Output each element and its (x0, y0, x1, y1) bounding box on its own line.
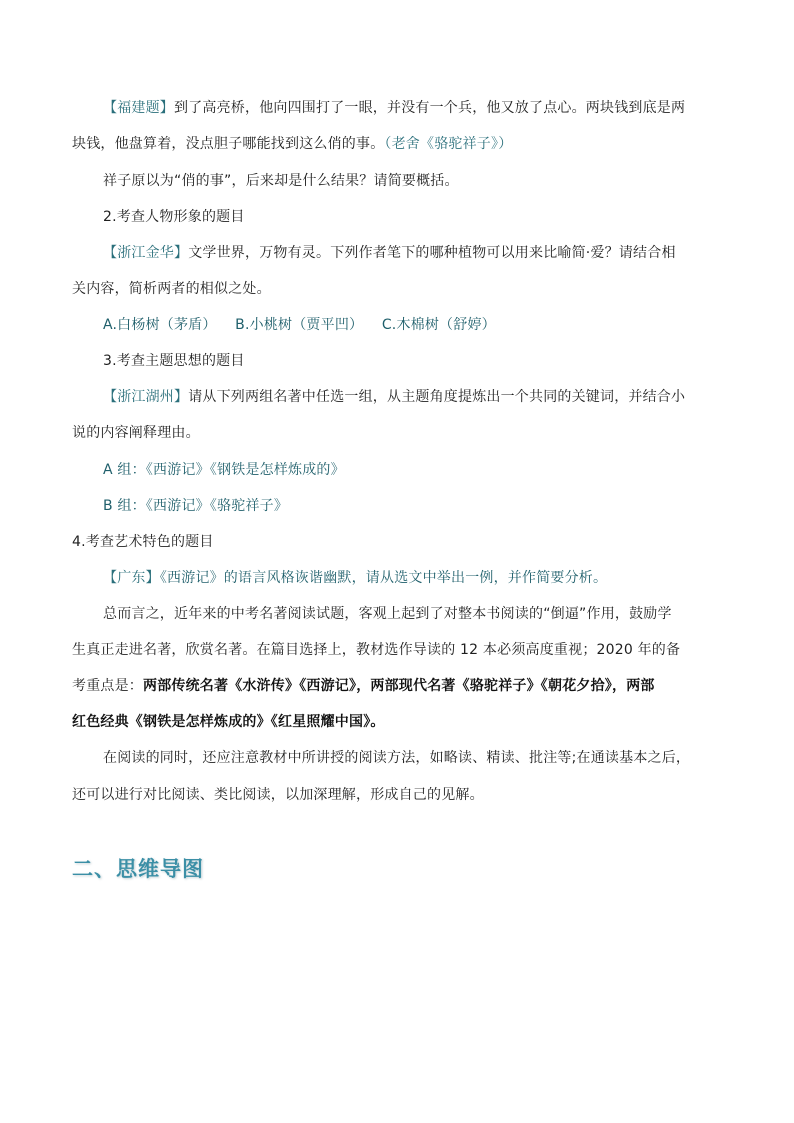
source-tag-fujian: 【福建题】 (103, 100, 174, 116)
paragraph-guangdong (103, 568, 607, 588)
group-b: B 组：《西游记》《骆驼祥子》 (103, 498, 289, 514)
citation-source: （老舍《骆驼祥子》） (384, 136, 513, 152)
summary-line3 (72, 676, 655, 696)
group-a: A 组：《西游记》《钢铁是怎样炼成的》 (103, 462, 345, 478)
summary-line1: 总而言之，近年来的中考名著阅读试题，客观上起到了对整本书阅读的“倒逼”作用，鼓励学 (103, 606, 672, 622)
question-text: 祥子原以为“俏的事”，后来却是什么结果？请简要概括。 (103, 173, 459, 189)
paragraph-fujian-line2 (72, 134, 512, 154)
summary-line4: 红色经典《钢铁是怎样炼成的》《红星照耀中国》。 (72, 714, 385, 730)
subheading-character: 2.考查人物形象的题目 (103, 209, 245, 225)
paragraph-zhejiang-jinhua-line1 (103, 243, 676, 263)
summary-line2: 生真正走进名著，欣赏名著。在篇目选择上，教材选作导读的 12 本必须高度重视；2020 年的备 (72, 642, 681, 658)
paragraph-text: 到了高亮桥，他向四围打了一眼，并没有一个兵，他又放了点心。两块钱到底是两 (174, 100, 686, 116)
paragraph-text: 文学世界，万物有灵。下列作者笔下的哪种植物可以用来比喻简·爱？请结合相 (188, 245, 676, 261)
paragraph-huzhou-line1 (103, 387, 685, 407)
paragraph-text: 请从下列两组名著中任选一组，从主题角度提炼出一个共同的关键词，并结合小 (188, 389, 686, 405)
answer-options: A.白杨树（茅盾） B.小桃树（贾平凹） C.木棉树（舒婷） (103, 317, 496, 333)
summary-bold: 两部传统名著《水浒传》《西游记》，两部现代名著《骆驼祥子》《朝花夕拾》，两部 (143, 678, 655, 694)
paragraph-text: 块钱，他盘算着，没点胆子哪能找到这么俏的事。 (72, 136, 385, 152)
source-tag-huzhou: 【浙江湖州】 (103, 389, 189, 405)
paragraph-fujian-line1 (103, 98, 685, 118)
paragraph-zhejiang-jinhua-line2: 关内容，简析两者的相似之处。 (72, 281, 271, 297)
section-title: 二、思维导图 (72, 857, 204, 881)
closing-line2: 还可以进行对比阅读、类比阅读，以加深理解，形成自己的见解。 (72, 787, 484, 803)
paragraph-text: 《西游记》的语言风格诙谐幽默，请从选文中举出一例，并作简要分析。 (159, 570, 608, 586)
closing-line1: 在阅读的同时，还应注意教材中所讲授的阅读方法，如略读、精读、批注等;在通读基本之后， (103, 750, 691, 766)
subheading-theme: 3.考查主题思想的题目 (103, 353, 245, 369)
subheading-art: 4.考查艺术特色的题目 (72, 534, 214, 550)
summary-plain: 考重点是： (72, 678, 143, 694)
paragraph-huzhou-line2: 说的内容阐释理由。 (72, 425, 200, 441)
source-tag-jinhua: 【浙江金华】 (103, 245, 189, 261)
source-tag-guangdong: 【广东】 (103, 570, 160, 586)
